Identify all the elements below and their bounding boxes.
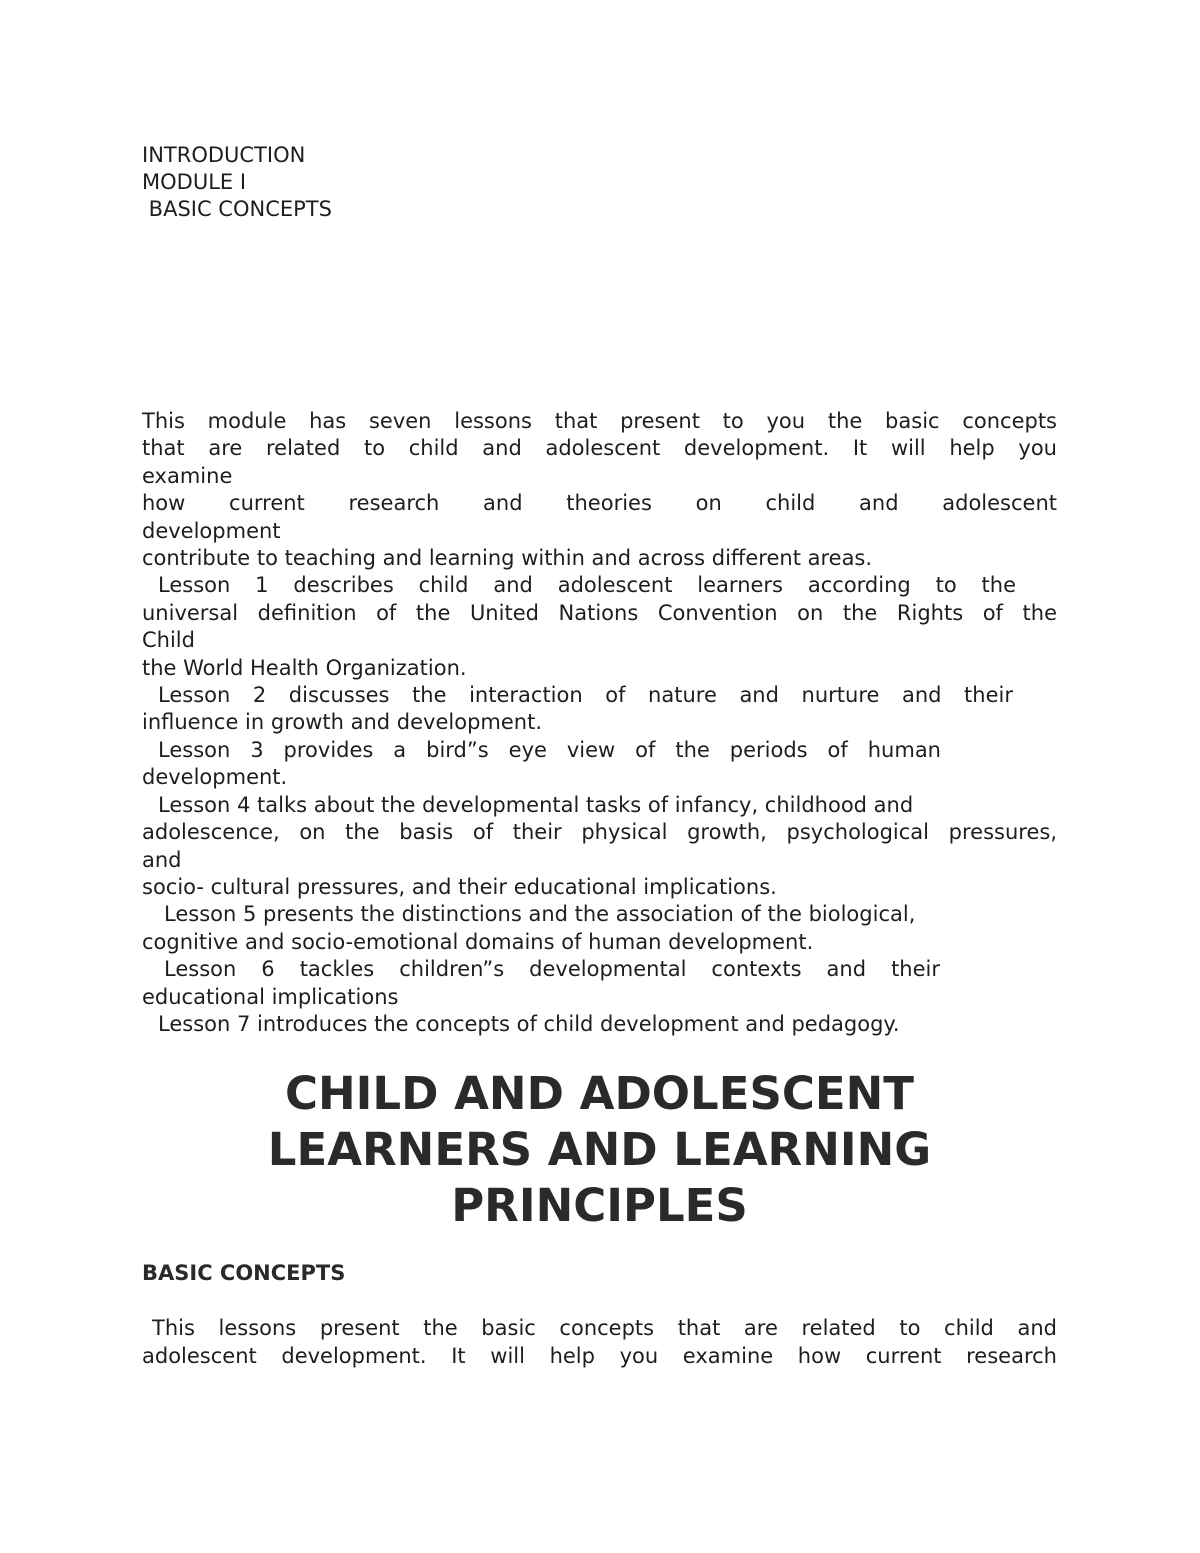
intro-line: educational implications — [142, 984, 399, 1009]
document-title — [142, 1066, 1057, 1234]
header-basic-concepts: BASIC CONCEPTS — [142, 197, 332, 221]
section-heading: BASIC CONCEPTS — [142, 1261, 346, 1285]
intro-line: cognitive and socio-emotional domains of human development. — [142, 929, 814, 954]
intro-line: development. — [142, 765, 288, 790]
intro-line: socio- cultural pressures, and their educational implications. — [142, 874, 777, 899]
intro-line: that are related to child and adolescent development. It will help you — [142, 436, 1057, 461]
intro-paragraph — [142, 408, 1057, 1038]
section-line: This lessons present the basic concepts that are related to child and — [152, 1316, 1057, 1340]
title-line: CHILD AND ADOLESCENT — [284, 1067, 914, 1120]
intro-line: how current research and theories on child and adolescent — [142, 491, 1057, 516]
intro-line: and — [142, 847, 182, 872]
lesson-5-line: Lesson 5 presents the distinctions and the association of the biological, — [164, 902, 916, 927]
intro-line: This module has seven lessons that present to you the basic concepts — [142, 409, 1057, 433]
header-introduction: INTRODUCTION — [142, 143, 306, 167]
intro-line: contribute to teaching and learning within and across different areas. — [142, 546, 873, 571]
intro-line: development — [142, 518, 281, 543]
intro-line: influence in growth and development. — [142, 710, 543, 735]
lesson-2-line: Lesson 2 discusses the interaction of nature and nurture and their — [158, 683, 1013, 708]
module-header — [142, 142, 332, 223]
header-module: MODULE I — [142, 170, 247, 194]
lesson-4-line: Lesson 4 talks about the developmental tasks of infancy, childhood and — [158, 792, 914, 817]
intro-line: adolescence, on the basis of their physical growth, psychological pressures, — [142, 820, 1057, 845]
lesson-1-line: Lesson 1 describes child and adolescent learners according to the — [158, 573, 1016, 598]
section-line: adolescent development. It will help you examine how current research — [142, 1344, 1057, 1368]
lesson-7-line: Lesson 7 introduces the concepts of child development and pedagogy. — [158, 1011, 900, 1036]
lesson-3-line: Lesson 3 provides a bird”s eye view of the periods of human — [158, 737, 941, 762]
intro-line: examine — [142, 463, 233, 488]
section-paragraph — [142, 1314, 1057, 1370]
intro-line: Child — [142, 628, 195, 653]
lesson-6-line: Lesson 6 tackles children”s developmental contexts and their — [164, 957, 940, 982]
intro-line: the World Health Organization. — [142, 655, 467, 680]
title-line: LEARNERS AND LEARNING — [267, 1123, 932, 1176]
title-line: PRINCIPLES — [451, 1179, 748, 1232]
intro-line: universal definition of the United Nations Convention on the Rights of the — [142, 600, 1057, 625]
